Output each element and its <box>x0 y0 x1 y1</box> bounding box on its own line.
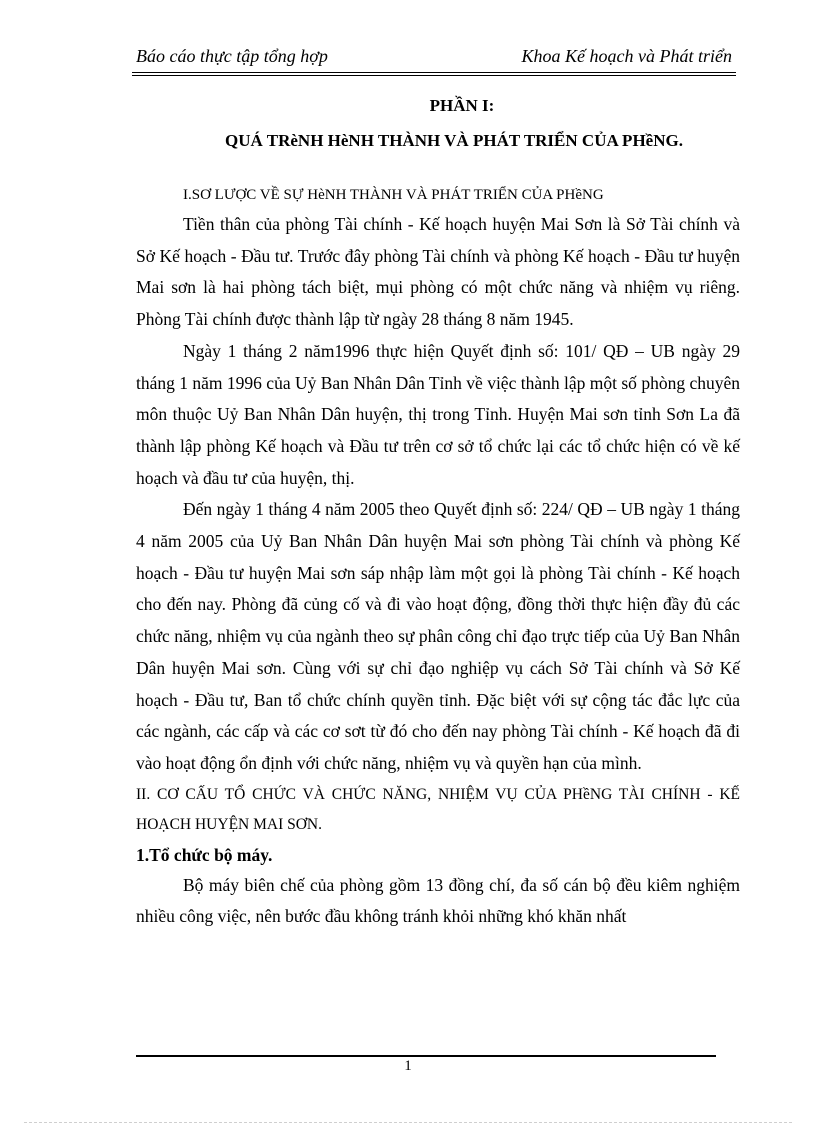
section-1-heading: I.SƠ LƯỢC VỀ SỰ HèNH THÀNH VÀ PHÁT TRIỂN CỦA PHềNG <box>183 187 604 203</box>
document-body <box>136 209 740 933</box>
footer-rule <box>136 1055 716 1057</box>
part-title: PHẦN I: <box>429 96 495 115</box>
paragraph: Bộ máy biên chế của phòng gồm 13 đồng chí, đa số cán bộ đều kiêm nghiệm nhiều công việc, nên bước đầu không tránh khỏi những khó khăn nhất <box>136 874 740 927</box>
chapter-heading: QUÁ TRèNH HèNH THÀNH VÀ PHÁT TRIỂN CỦA PHềNG. <box>225 131 683 150</box>
header-right: Khoa Kế hoạch và Phát triển <box>521 46 732 66</box>
subsection-heading: 1.Tổ chức bộ máy. <box>136 844 273 865</box>
paragraph: Ngày 1 tháng 2 năm1996 thực hiện Quyết định số: 101/ QĐ – UB ngày 29 tháng 1 năm 1996 của Uỷ Ban Nhân Dân Tỉnh về việc thành lập một số phòng chuyên môn thuộc Uỷ Ban Nhân Dân huyện, thị trong Tỉnh. Huyện Mai sơn tỉnh Sơn La đã thành lập phòng Kế hoạch và Đầu tư trên cơ sở tổ chức lại các tổ chức hiện có về kế hoạch và đầu tư của huyện, thị. <box>136 340 740 488</box>
header-left: Báo cáo thực tập tổng hợp <box>136 46 328 66</box>
page-number: 1 <box>404 1058 412 1074</box>
section-2-heading: II. CƠ CẤU TỔ CHỨC VÀ CHỨC NĂNG, NHIỆM VỤ CỦA PHềNG TÀI CHÍNH - KẾ HOẠCH HUYỆN MAI SƠN. <box>136 785 740 833</box>
header-rule <box>132 72 736 76</box>
paragraph: Tiền thân của phòng Tài chính - Kế hoạch huyện Mai Sơn là Sở Tài chính và Sở Kế hoạch - Đầu tư. Trước đây phòng Tài chính và phòng Kế hoạch - Đầu tư huyện Mai sơn là hai phòng tách biệt, mụi phòng có một chức năng và nhiệm vụ riêng. Phòng Tài chính được thành lập từ ngày 28 tháng 8 năm 1945. <box>136 214 740 330</box>
paragraph: Đến ngày 1 tháng 4 năm 2005 theo Quyết định số: 224/ QĐ – UB ngày 1 tháng 4 năm 2005 của Uỷ Ban Nhân Dân huyện Mai sơn phòng Tài chính và phòng Kế hoạch - Đầu tư huyện Mai sơn sáp nhập làm một gọi là phòng Tài chính - Kế hoạch cho đến nay. Phòng đã củng cố và đi vào hoạt động, đồng thời thực hiện đầy đủ các chức năng, nhiệm vụ của ngành theo sự phân công chỉ đạo trực tiếp của Uỷ Ban Nhân Dân huyện Mai sơn. Cùng với sự chỉ đạo nghiệp vụ cách Sở Tài chính và Sở Kế hoạch - Đầu tư, Ban tổ chức chính quyền tỉnh. Đặc biệt với sự cộng tác đắc lực của các ngành, các cấp và các cơ sơt từ đó cho đến nay phòng Tài chính - Kế hoạch đã đi vào hoạt động ổn định với chức năng, nhiệm vụ và quyền hạn của mình. <box>136 499 740 773</box>
